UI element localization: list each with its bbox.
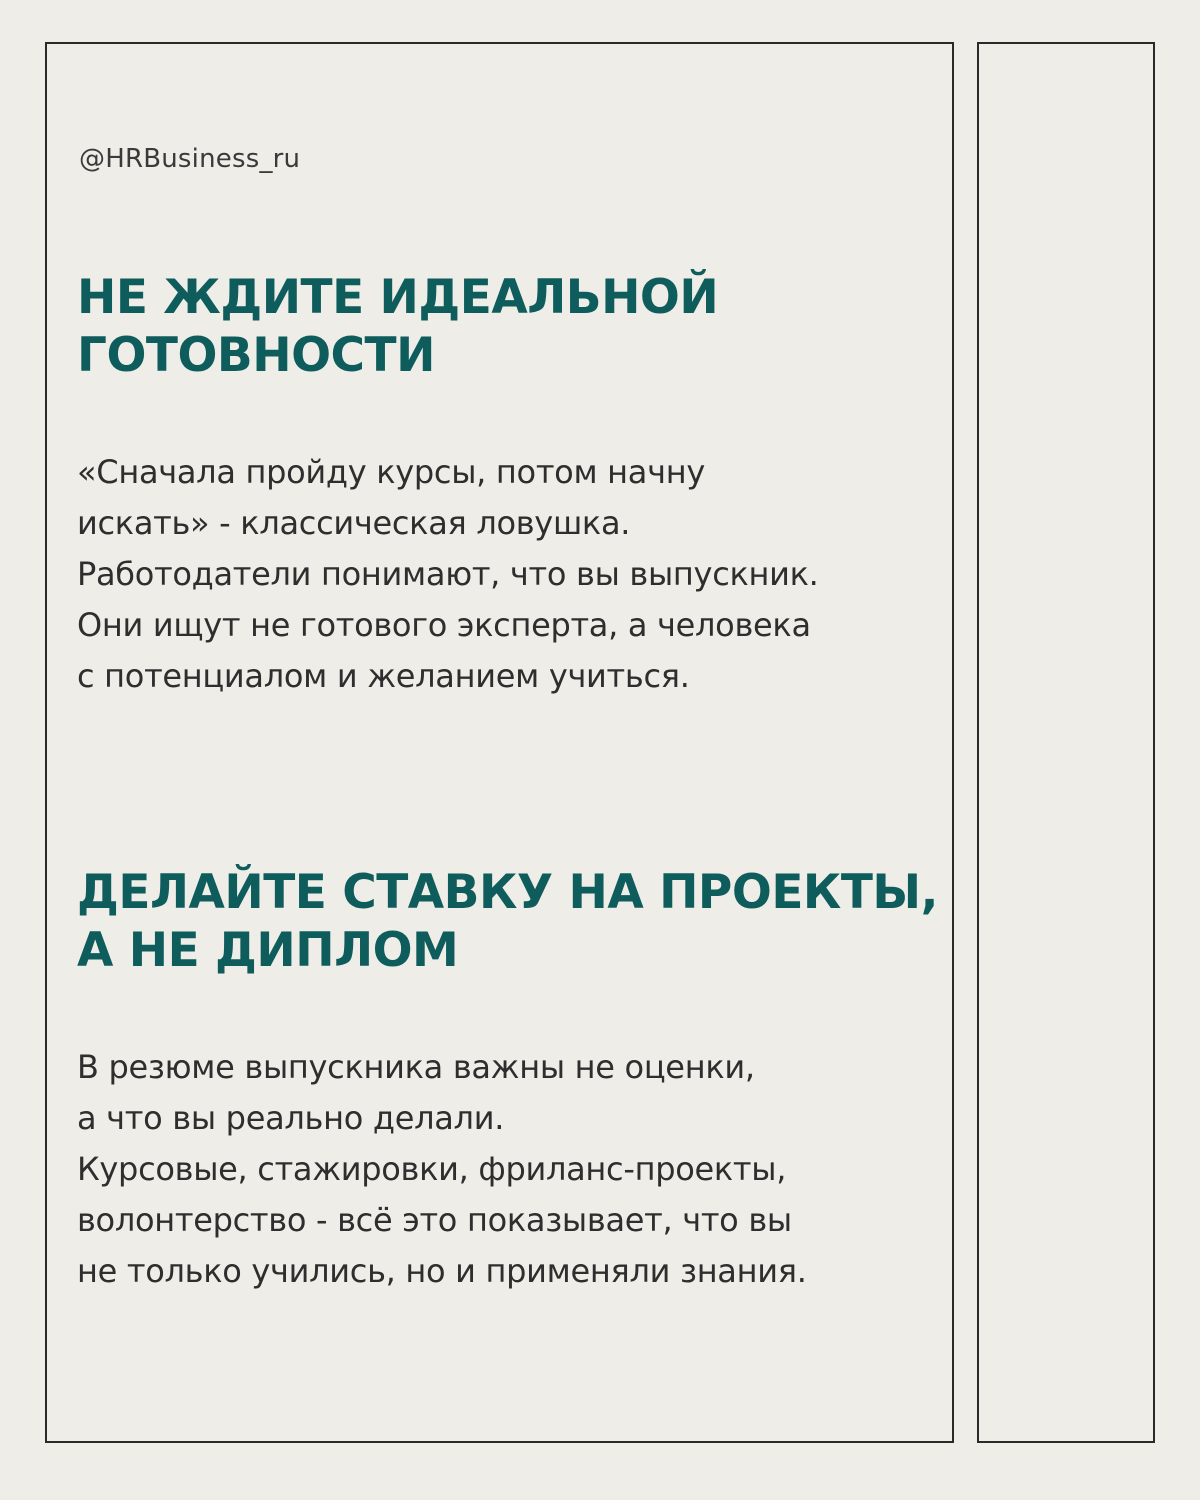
account-handle: @HRBusiness_ru — [79, 144, 301, 174]
section-2-heading-line: ДЕЛАЙТЕ СТАВКУ НА ПРОЕКТЫ, — [77, 865, 938, 920]
section-2-body-line: Курсовые, стажировки, фриланс-проекты, — [77, 1150, 787, 1188]
section-1-body-line: «Сначала пройду курсы, потом начну — [77, 453, 705, 491]
section-2-body-line: не только учились, но и применяли знания. — [77, 1252, 807, 1290]
main-card-frame — [45, 42, 954, 1443]
section-2-body-line: а что вы реально делали. — [77, 1099, 505, 1137]
section-1-body-line: Они ищут не готового эксперта, а человека — [77, 606, 811, 644]
section-2-body-line: В резюме выпускника важны не оценки, — [77, 1048, 755, 1086]
section-1-body-line: искать» - классическая ловушка. — [77, 504, 631, 542]
section-2-heading-line: А НЕ ДИПЛОМ — [77, 923, 459, 978]
section-1-heading-line: ГОТОВНОСТИ — [77, 328, 435, 383]
section-2-body — [77, 1042, 937, 1297]
section-2-heading — [77, 864, 938, 980]
section-1-heading-line: НЕ ЖДИТЕ ИДЕАЛЬНОЙ — [77, 270, 719, 325]
section-1-heading — [77, 269, 718, 385]
next-card-frame — [977, 42, 1155, 1443]
section-2-body-line: волонтерство - всё это показывает, что вы — [77, 1201, 792, 1239]
section-1-body-line: Работодатели понимают, что вы выпускник. — [77, 555, 819, 593]
section-1-body — [77, 447, 937, 702]
section-1-body-line: с потенциалом и желанием учиться. — [77, 657, 690, 695]
